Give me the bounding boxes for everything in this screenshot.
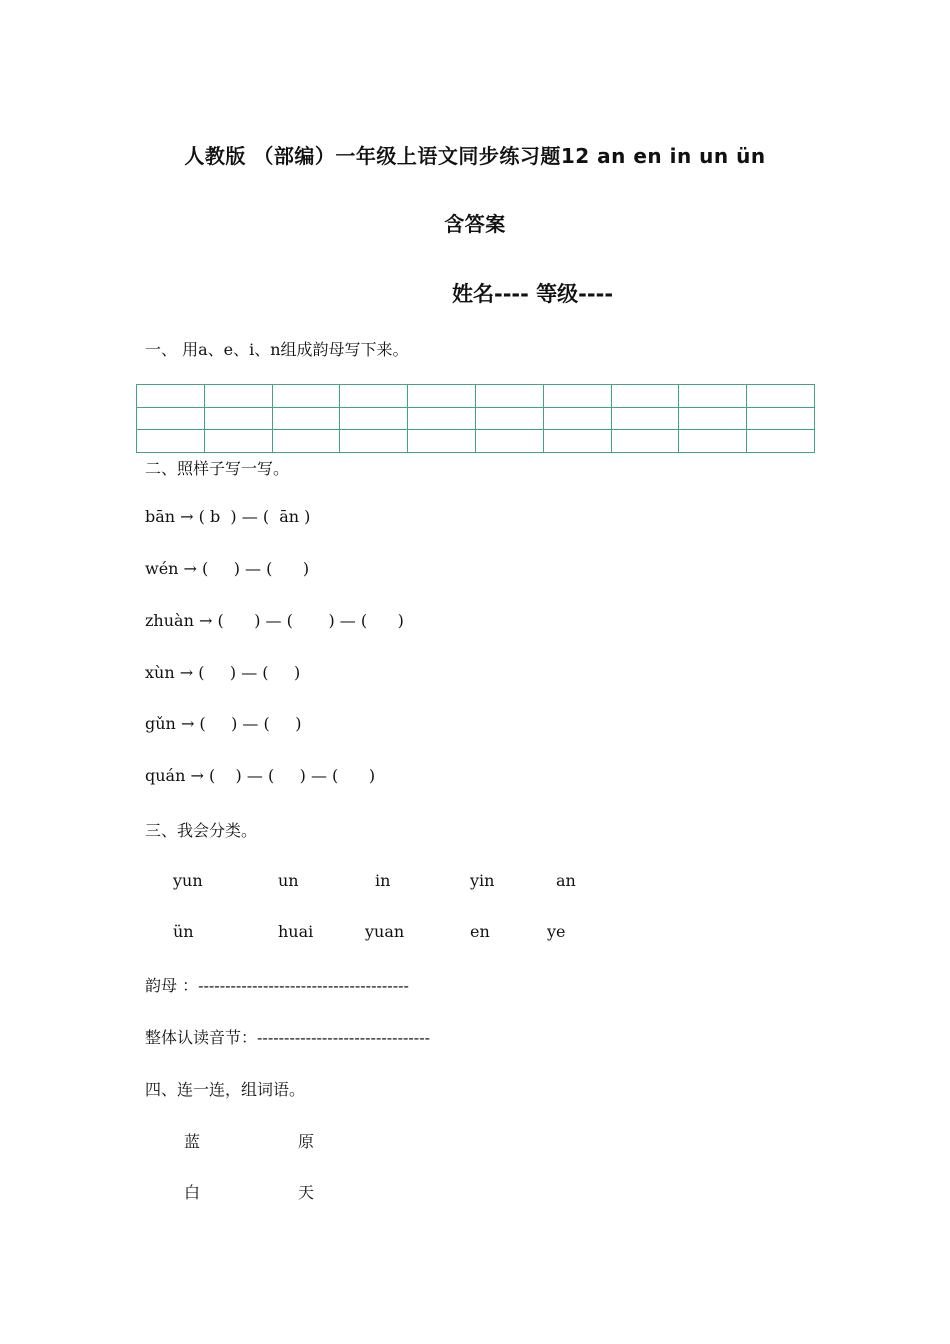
match-left-char: 白 <box>184 1183 201 1202</box>
grid-row <box>137 407 815 430</box>
syllable-item: un <box>278 871 299 890</box>
syllable-item: ye <box>547 922 566 941</box>
grid-cell <box>204 385 272 408</box>
grid-cell <box>679 385 747 408</box>
grid-row <box>137 385 815 408</box>
grid-cell <box>747 430 815 453</box>
exercise-line-quan: quán → ( ) — ( ) — ( ) <box>145 766 376 785</box>
grid-cell <box>204 407 272 430</box>
grid-cell <box>340 407 408 430</box>
grid-cell <box>137 385 205 408</box>
grid-cell <box>679 407 747 430</box>
grid-cell <box>475 430 543 453</box>
exercise-line-zhuan: zhuàn → ( ) — ( ) — ( ) <box>145 611 404 630</box>
section4-heading: 四、连一连，组词语。 <box>145 1080 306 1099</box>
grid-cell <box>543 407 611 430</box>
grid-cell <box>272 385 340 408</box>
grid-cell <box>475 385 543 408</box>
section2-heading: 二、照样子写一写。 <box>145 459 290 478</box>
grid-cell <box>340 385 408 408</box>
syllable-item: en <box>470 922 490 941</box>
exercise-line-gun: gǔn → ( ) — ( ) <box>145 714 302 733</box>
document-title-line-2: 含答案 <box>444 212 506 236</box>
section3-heading: 三、我会分类。 <box>145 821 258 840</box>
grid-cell <box>611 407 679 430</box>
grid-row <box>137 430 815 453</box>
match-right-char: 天 <box>298 1183 315 1202</box>
grid-cell <box>408 407 476 430</box>
exercise-line-wen: wén → ( ) — ( ) <box>145 559 310 578</box>
whole-syllable-answer-line: 整体认读音节：-------------------------------- <box>145 1028 431 1047</box>
name-grade-line: 姓名---- 等级---- <box>452 282 614 306</box>
exercise-line-xun: xùn → ( ) — ( ) <box>145 663 301 682</box>
grid-cell <box>137 407 205 430</box>
syllable-item: huai <box>278 922 314 941</box>
grid-cell <box>747 385 815 408</box>
grid-cell <box>475 407 543 430</box>
document-title-line-1: 人教版 （部编）一年级上语文同步练习题12 an en in un ün <box>184 144 766 168</box>
syllable-item: yin <box>470 871 495 890</box>
grid-cell <box>543 385 611 408</box>
syllable-item: ün <box>173 922 194 941</box>
grid-cell <box>137 430 205 453</box>
writing-grid <box>136 384 815 453</box>
match-right-char: 原 <box>298 1132 315 1151</box>
syllable-item: an <box>556 871 576 890</box>
syllable-item: yun <box>173 871 203 890</box>
grid-cell <box>543 430 611 453</box>
finals-answer-line: 韵母 ：--------------------------------------- <box>145 976 409 995</box>
grid-cell <box>340 430 408 453</box>
grid-cell <box>204 430 272 453</box>
match-left-char: 蓝 <box>184 1132 201 1151</box>
grid-cell <box>611 385 679 408</box>
syllable-item: in <box>375 871 391 890</box>
grid-cell <box>679 430 747 453</box>
grid-cell <box>272 407 340 430</box>
grid-cell <box>408 430 476 453</box>
grid-cell <box>611 430 679 453</box>
grid-cell <box>272 430 340 453</box>
grid-cell <box>408 385 476 408</box>
grid-cell <box>747 407 815 430</box>
section1-heading: 一、 用a、e、i、n组成韵母写下来。 <box>145 340 409 359</box>
example-line-ban: bān → ( b ) — ( ān ) <box>145 507 311 526</box>
syllable-item: yuan <box>365 922 405 941</box>
